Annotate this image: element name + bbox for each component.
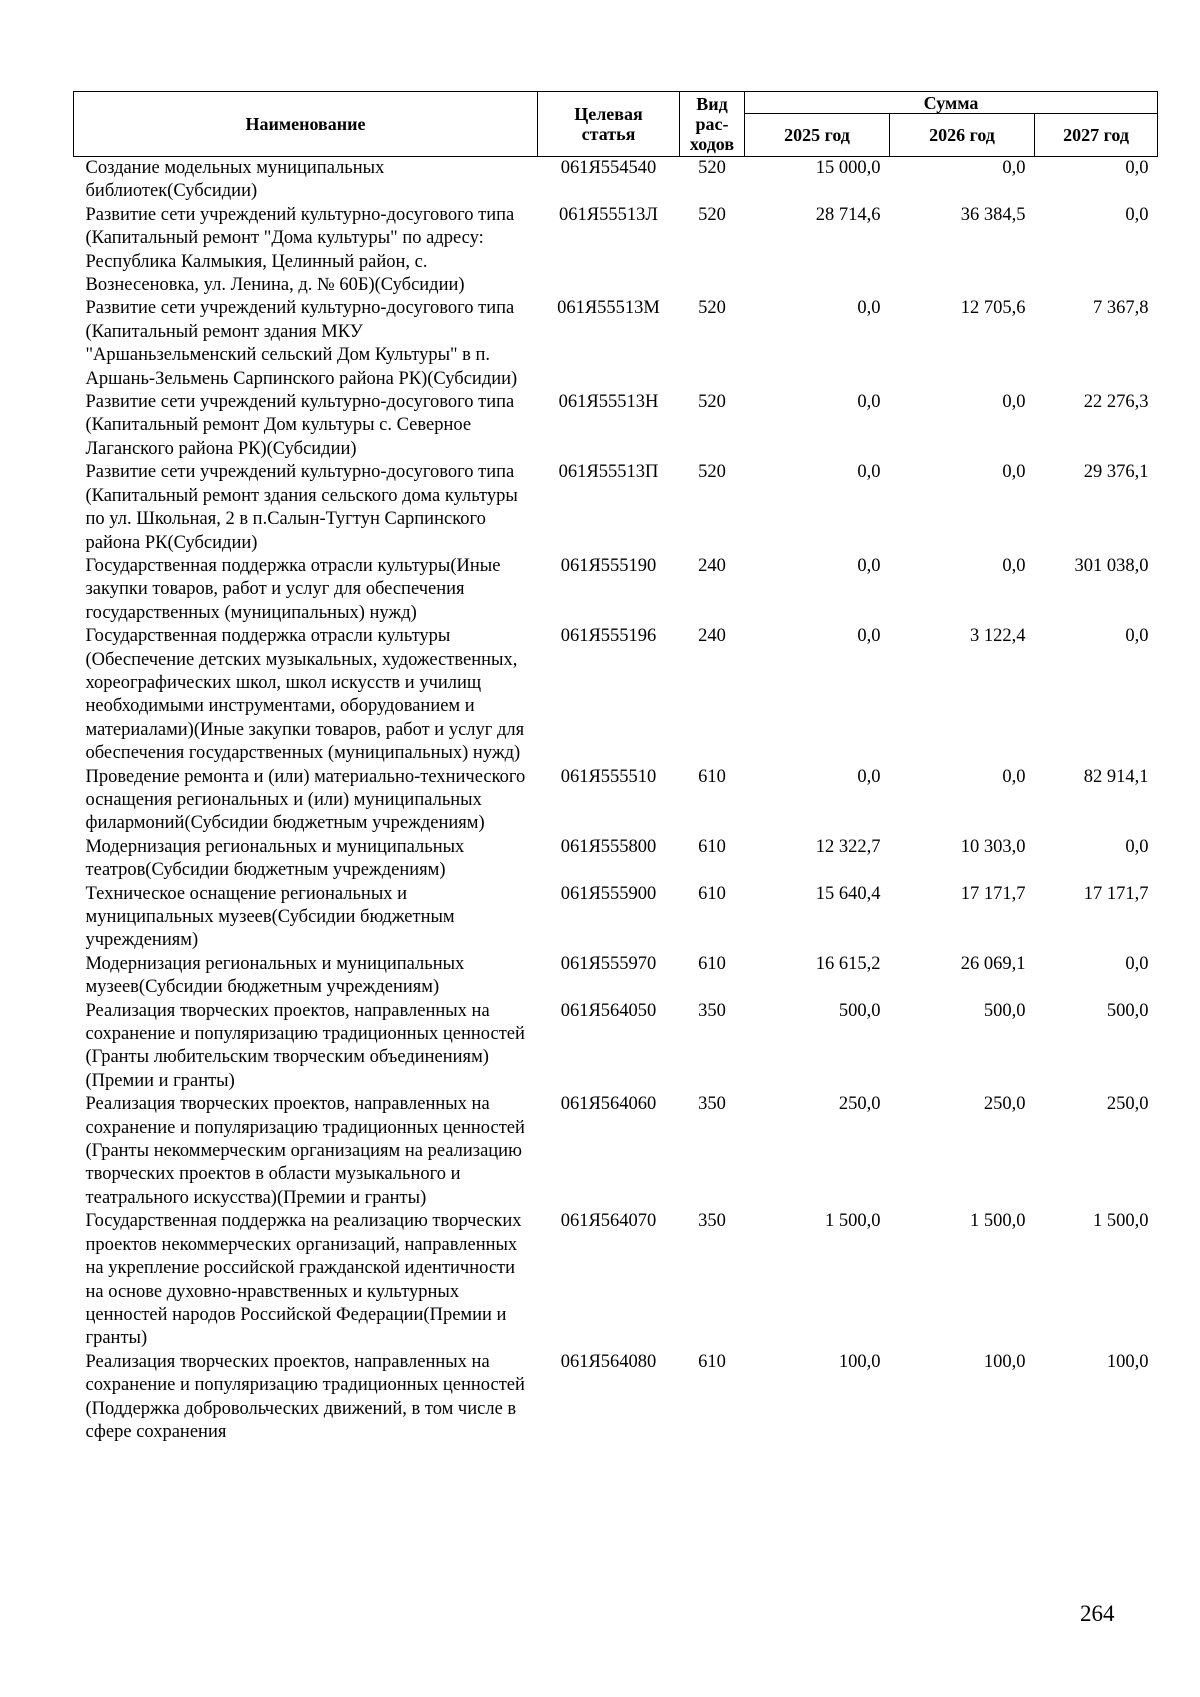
row-expense-type: 240	[698, 626, 726, 647]
row-sum-2026: 3 122,4	[970, 626, 1026, 647]
row-sum-2025: 100,0	[838, 1351, 881, 1372]
row-sum-2027: 250,0	[1106, 1094, 1149, 1115]
row-name: Развитие сети учреждений культурно-досугового типа (Капитальный ремонт здания МКУ "Аршаньзельменский сельский Дом Культуры" в п. Аршань-Зельмень Сарпинского района РК)(Субсидии)	[85, 298, 518, 389]
row-name: Реализация творческих проектов, направленных на сохранение и популяризацию традиционных ценностей (Поддержка добровольческих движений, в том числе в сфере сохранения	[85, 1351, 525, 1442]
row-sum-2026: 0,0	[1002, 766, 1026, 787]
row-sum-2027: 500,0	[1106, 1000, 1149, 1021]
row-sum-2026: 10 303,0	[960, 836, 1026, 857]
row-sum-2027: 0,0	[1125, 158, 1149, 178]
row-sum-2025: 15 640,4	[815, 883, 881, 904]
row-expense-type: 350	[698, 1094, 726, 1115]
row-sum-2027: 17 171,7	[1083, 883, 1149, 904]
header-sum: Сумма	[745, 92, 1158, 114]
row-name: Проведение ремонта и (или) материально-технического оснащения региональных и (или) муниципальных филармоний(Субсидии бюджетным учреждениям)	[85, 766, 526, 834]
table-row	[74, 1000, 1158, 1094]
row-sum-2026: 17 171,7	[960, 883, 1026, 904]
row-sum-2025: 0,0	[857, 626, 881, 647]
row-target-article: 061Я564060	[560, 1094, 657, 1115]
row-sum-2027: 0,0	[1125, 204, 1149, 225]
table-row	[74, 953, 1158, 1000]
row-expense-type: 610	[698, 883, 726, 904]
row-target-article: 061Я564050	[560, 1000, 657, 1021]
row-sum-2025: 0,0	[857, 298, 881, 319]
row-expense-type: 350	[698, 1211, 726, 1232]
table-row	[74, 555, 1158, 625]
row-name: Создание модельных муниципальных библиотек(Субсидии)	[85, 158, 385, 202]
row-name: Модернизация региональных и муниципальных театров(Субсидии бюджетным учреждениям)	[85, 836, 465, 881]
row-sum-2025: 12 322,7	[815, 836, 881, 857]
row-expense-type: 520	[698, 298, 726, 319]
row-name: Развитие сети учреждений культурно-досугового типа (Капитальный ремонт "Дома культуры" по адресу: Республика Калмыкия, Целинный район, с. Вознесеновка, ул. Ленина, д. № 60Б)(Субсидии)	[85, 204, 515, 296]
row-name: Техническое оснащение региональных и муниципальных музеев(Субсидии бюджетным учреждениям)	[85, 883, 455, 951]
row-sum-2027: 82 914,1	[1083, 766, 1149, 787]
page-number: 264	[1080, 1601, 1115, 1626]
table-row	[74, 625, 1158, 765]
row-target-article: 061Я564080	[560, 1351, 657, 1372]
row-sum-2027: 22 276,3	[1083, 392, 1149, 413]
row-sum-2025: 1 500,0	[825, 1211, 881, 1232]
row-name: Государственная поддержка отрасли культуры(Иные закупки товаров, работ и услуг для обеспечения государственных (муниципальных) нужд)	[85, 555, 501, 623]
row-expense-type: 350	[698, 1000, 726, 1021]
row-sum-2026: 26 069,1	[960, 953, 1026, 974]
row-sum-2025: 15 000,0	[815, 158, 881, 178]
row-sum-2026: 0,0	[1002, 555, 1026, 576]
table-row	[74, 836, 1158, 883]
header-target-article: Целевая статья	[538, 92, 680, 157]
row-sum-2025: 0,0	[857, 392, 881, 413]
row-sum-2025: 250,0	[838, 1094, 881, 1115]
row-sum-2027: 7 367,8	[1093, 298, 1149, 319]
row-sum-2026: 250,0	[983, 1094, 1026, 1115]
row-expense-type: 240	[698, 555, 726, 576]
row-name: Государственная поддержка отрасли культуры (Обеспечение детских музыкальных, художественных, хореографических школ, школ искусств и училищ необходимыми инструментами, оборудованием и материалами)(Иные закупки товаров, работ и услуг для обеспечения государственных (муниципальных) нужд)	[85, 626, 525, 764]
row-target-article: 061Я55513Н	[558, 392, 659, 413]
row-sum-2025: 28 714,6	[815, 204, 881, 225]
header-expense-type: Вид рас-ходов	[680, 92, 745, 157]
table-row	[74, 1093, 1158, 1210]
row-sum-2025: 0,0	[857, 462, 881, 483]
row-sum-2026: 100,0	[983, 1351, 1026, 1372]
header-2025: 2025 год	[745, 114, 890, 157]
header-2026: 2026 год	[890, 114, 1035, 157]
row-target-article: 061Я564070	[560, 1211, 657, 1232]
row-sum-2027: 1 500,0	[1093, 1211, 1149, 1232]
row-sum-2026: 36 384,5	[960, 204, 1026, 225]
row-expense-type: 610	[698, 836, 726, 857]
row-expense-type: 520	[698, 204, 726, 225]
row-sum-2026: 1 500,0	[970, 1211, 1026, 1232]
row-sum-2026: 0,0	[1002, 158, 1026, 178]
row-sum-2027: 0,0	[1125, 626, 1149, 647]
row-expense-type: 610	[698, 1351, 726, 1372]
table-row	[74, 297, 1158, 391]
table-row	[74, 766, 1158, 836]
row-sum-2027: 100,0	[1106, 1351, 1149, 1372]
row-target-article: 061Я555510	[560, 766, 657, 787]
row-name: Реализация творческих проектов, направленных на сохранение и популяризацию традиционных ценностей (Гранты некоммерческим организациям на реализацию творческих проектов в области музыкального и театрального искусства)(Премии и гранты)	[85, 1094, 525, 1208]
row-sum-2027: 0,0	[1125, 953, 1149, 974]
header-2027: 2027 год	[1035, 114, 1158, 157]
row-name: Развитие сети учреждений культурно-досугового типа (Капитальный ремонт здания сельского дома культуры по ул. Школьная, 2 в п.Салын-Тугтун Сарпинского района РК(Субсидии)	[85, 462, 518, 553]
row-target-article: 061Я555970	[560, 953, 657, 974]
table-row	[74, 204, 1158, 298]
table-row	[74, 883, 1158, 953]
row-sum-2025: 16 615,2	[815, 953, 881, 974]
table-row	[74, 391, 1158, 461]
row-sum-2026: 12 705,6	[960, 298, 1026, 319]
row-target-article: 061Я55513М	[557, 298, 660, 319]
row-target-article: 061Я55513Л	[559, 204, 658, 225]
row-target-article: 061Я555800	[560, 836, 657, 857]
row-sum-2026: 0,0	[1002, 392, 1026, 413]
table-row	[74, 1351, 1158, 1445]
table-row	[74, 461, 1158, 555]
row-sum-2026: 500,0	[983, 1000, 1026, 1021]
row-expense-type: 520	[698, 462, 726, 483]
row-target-article: 061Я55513П	[558, 462, 659, 483]
row-expense-type: 610	[698, 766, 726, 787]
row-target-article: 061Я554540	[560, 158, 657, 178]
row-sum-2025: 500,0	[838, 1000, 881, 1021]
row-target-article: 061Я555190	[560, 555, 657, 576]
row-sum-2027: 29 376,1	[1083, 462, 1149, 483]
row-name: Реализация творческих проектов, направленных на сохранение и популяризацию традиционных ценностей (Гранты любительским творческим объединениям)(Премии и гранты)	[85, 1000, 525, 1091]
row-sum-2025: 0,0	[857, 555, 881, 576]
row-target-article: 061Я555900	[560, 883, 657, 904]
row-sum-2027: 301 038,0	[1074, 555, 1149, 576]
row-target-article: 061Я555196	[560, 626, 657, 647]
row-name: Государственная поддержка на реализацию творческих проектов некоммерческих организаций, направленных на укрепление российской гражданской идентичности на основе духовно-нравственных и культурных ценностей народов Российской Федерации(Премии и гранты)	[85, 1211, 522, 1349]
table-row	[74, 1210, 1158, 1350]
budget-table-wrapper	[73, 91, 1157, 1444]
row-expense-type: 520	[698, 392, 726, 413]
budget-table	[73, 91, 1158, 1444]
row-expense-type: 520	[698, 158, 726, 178]
row-sum-2026: 0,0	[1002, 462, 1026, 483]
row-expense-type: 610	[698, 953, 726, 974]
table-row	[74, 157, 1158, 204]
row-sum-2027: 0,0	[1125, 836, 1149, 857]
header-name: Наименование	[74, 92, 538, 157]
row-sum-2025: 0,0	[857, 766, 881, 787]
table-body	[74, 157, 1158, 1445]
row-name: Модернизация региональных и муниципальных музеев(Субсидии бюджетным учреждениям)	[85, 953, 465, 998]
row-name: Развитие сети учреждений культурно-досугового типа (Капитальный ремонт Дом культуры с. Северное Лаганского района РК)(Субсидии)	[85, 392, 515, 459]
